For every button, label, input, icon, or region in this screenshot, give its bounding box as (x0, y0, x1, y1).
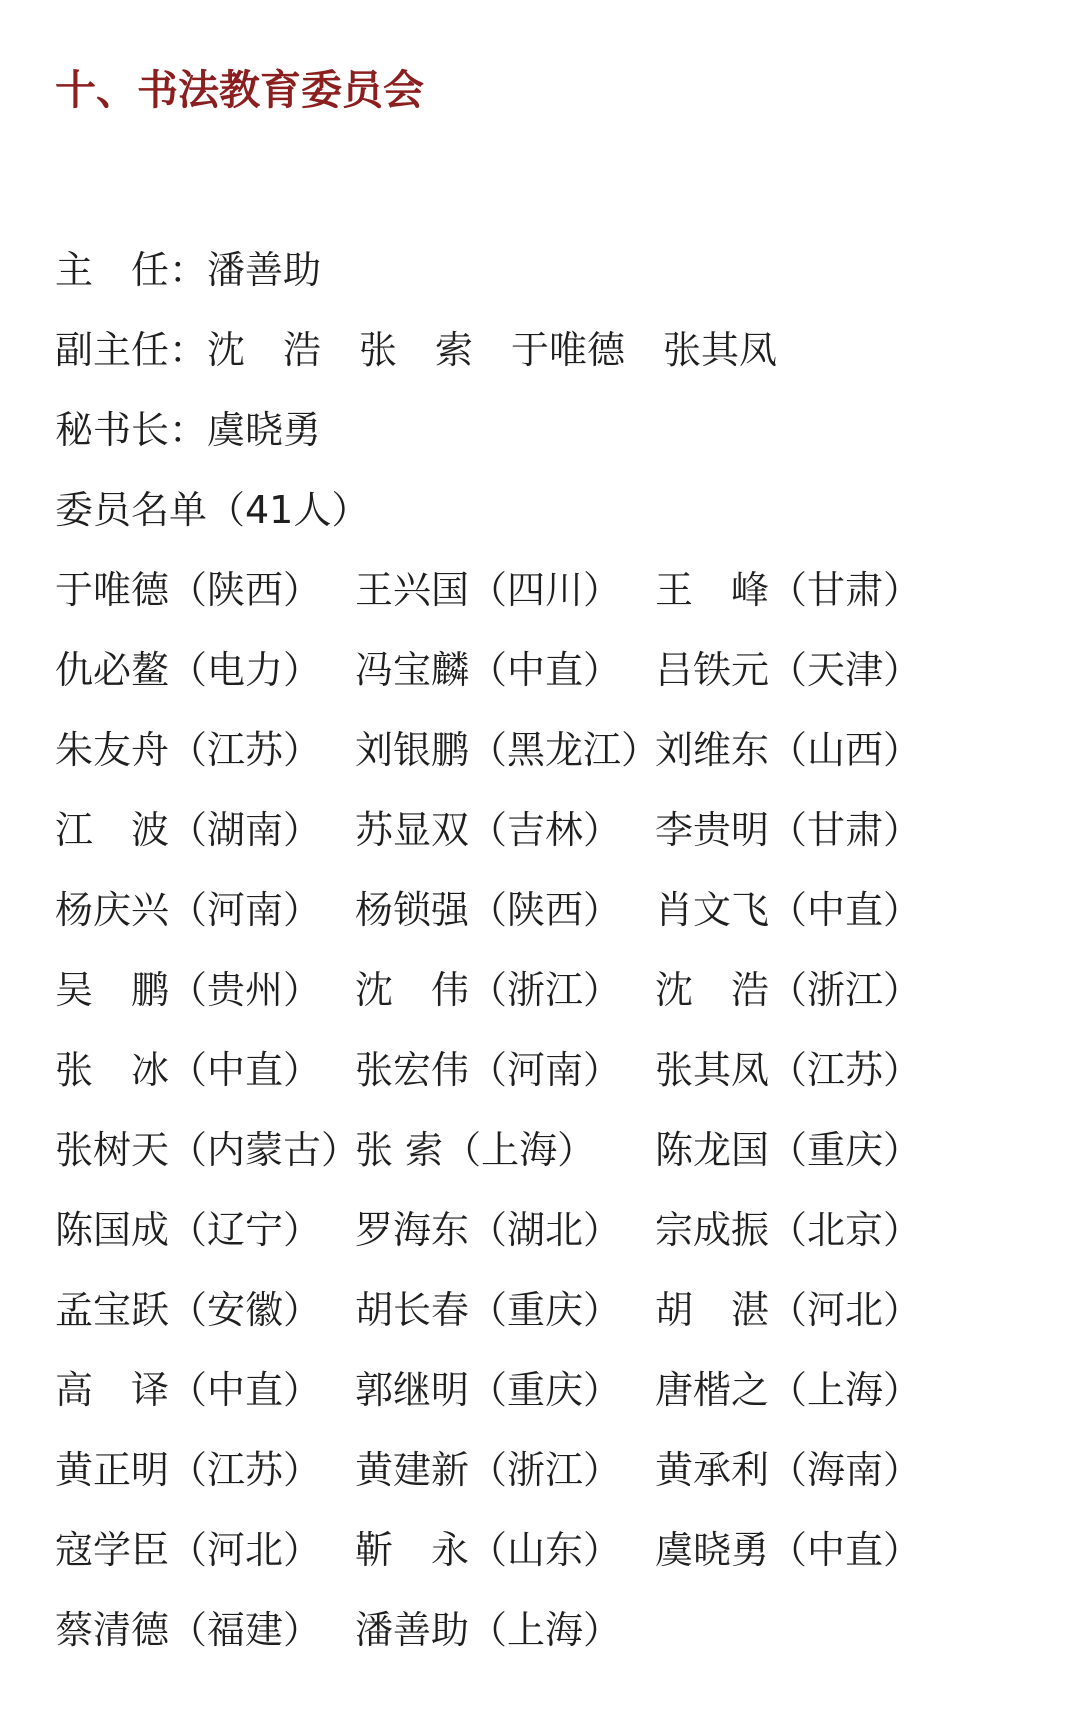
deputy-directors-line: 副主任：沈 浩 张 索 于唯德 张其凤 (55, 328, 778, 372)
member-entry: 靳 永（山东） (355, 1528, 622, 1572)
member-row (55, 1590, 1035, 1670)
member-entry: 李贵明（甘肃） (655, 808, 922, 852)
member-row (55, 1110, 1035, 1190)
member-entry: 张 冰（中直） (55, 1048, 322, 1092)
secretary-general-line: 秘书长：虞晓勇 (55, 408, 322, 452)
member-entry: 刘银鹏（黑龙江） (355, 728, 660, 772)
member-entry: 宗成振（北京） (655, 1208, 922, 1252)
member-entry: 王兴国（四川） (355, 568, 622, 612)
member-entry: 寇学臣（河北） (55, 1528, 322, 1572)
member-row (55, 1430, 1035, 1510)
member-entry: 唐楷之（上海） (655, 1368, 922, 1412)
member-row (55, 630, 1035, 710)
member-row (55, 1510, 1035, 1590)
director-line: 主 任：潘善助 (55, 248, 322, 292)
member-row (55, 1350, 1035, 1430)
member-entry: 罗海东（湖北） (355, 1208, 622, 1252)
member-entry: 黄承利（海南） (655, 1448, 922, 1492)
member-row (55, 1030, 1035, 1110)
members-title: 委员名单（41人） (55, 488, 370, 532)
member-entry: 张其凤（江苏） (655, 1048, 922, 1092)
section-heading: 十、书法教育委员会 (55, 66, 424, 114)
member-row (55, 1190, 1035, 1270)
member-entry: 高 译（中直） (55, 1368, 322, 1412)
member-entry: 虞晓勇（中直） (655, 1528, 922, 1572)
member-entry: 王 峰（甘肃） (655, 568, 922, 612)
member-row (55, 710, 1035, 790)
member-row (55, 950, 1035, 1030)
member-entry: 冯宝麟（中直） (355, 648, 622, 692)
member-entry: 蔡清德（福建） (55, 1608, 322, 1652)
member-entry: 沈 伟（浙江） (355, 968, 622, 1012)
member-entry: 杨锁强（陕西） (355, 888, 622, 932)
member-entry: 沈 浩（浙江） (655, 968, 922, 1012)
document-page (55, 60, 1035, 1670)
member-entry: 刘维东（山西） (655, 728, 922, 772)
member-entry: 张树天（内蒙古） (55, 1128, 360, 1172)
member-row (55, 870, 1035, 950)
member-entry: 胡长春（重庆） (355, 1288, 622, 1332)
member-entry: 陈龙国（重庆） (655, 1128, 922, 1172)
member-entry: 肖文飞（中直） (655, 888, 922, 932)
member-entry: 郭继明（重庆） (355, 1368, 622, 1412)
member-list (55, 550, 1035, 1670)
member-entry: 胡 湛（河北） (655, 1288, 922, 1332)
member-entry: 张 索（上海） (355, 1128, 596, 1172)
member-entry: 于唯德（陕西） (55, 568, 322, 612)
member-entry: 江 波（湖南） (55, 808, 322, 852)
member-row (55, 550, 1035, 630)
member-row (55, 1270, 1035, 1350)
member-entry: 潘善助（上海） (355, 1608, 622, 1652)
member-entry: 孟宝跃（安徽） (55, 1288, 322, 1332)
member-entry: 黄建新（浙江） (355, 1448, 622, 1492)
member-entry: 黄正明（江苏） (55, 1448, 322, 1492)
member-entry: 陈国成（辽宁） (55, 1208, 322, 1252)
member-entry: 吕铁元（天津） (655, 648, 922, 692)
member-entry: 张宏伟（河南） (355, 1048, 622, 1092)
member-entry: 杨庆兴（河南） (55, 888, 322, 932)
member-entry: 朱友舟（江苏） (55, 728, 322, 772)
member-entry: 苏显双（吉林） (355, 808, 622, 852)
member-row (55, 790, 1035, 870)
member-entry: 仇必鳌（电力） (55, 648, 322, 692)
member-entry: 吴 鹏（贵州） (55, 968, 322, 1012)
officers-block (55, 230, 1035, 550)
